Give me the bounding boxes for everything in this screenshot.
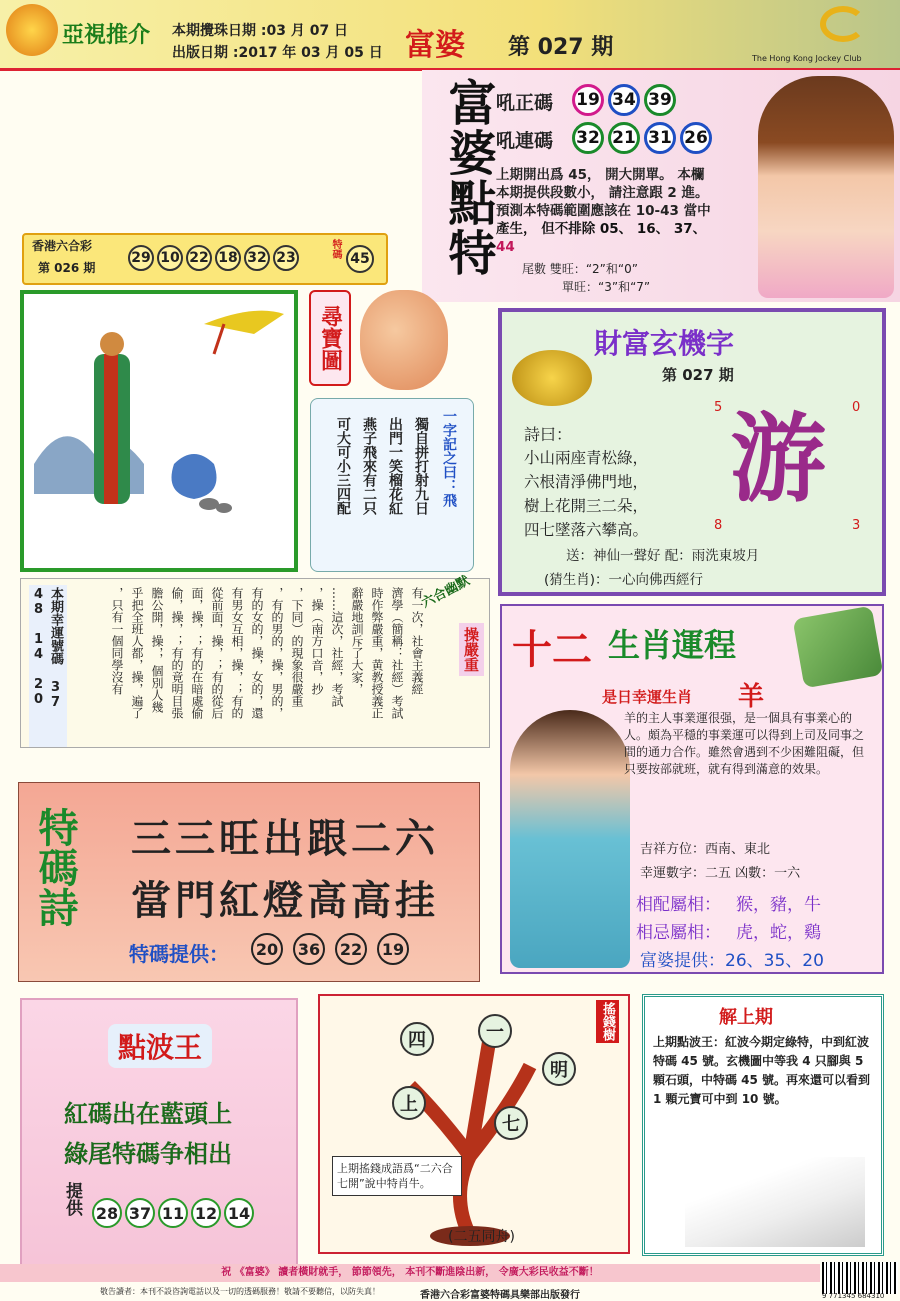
prev-numbers: [128, 245, 299, 271]
wave-line-2: 綠尾特碼争相出: [64, 1140, 232, 1168]
number-ball: 12: [191, 1198, 221, 1228]
cupid-icon: [360, 290, 448, 390]
humor-col: 膽公開，操，，個別人幾: [150, 587, 164, 713]
number-ball: 37: [125, 1198, 155, 1228]
row1-numbers: [572, 84, 676, 116]
humor-col: ，有的男的，操，男的，: [270, 587, 284, 719]
poem-numbers: [251, 933, 409, 965]
special-desc: [496, 166, 711, 256]
number-ball: 10: [157, 245, 183, 271]
number-ball: 19: [572, 84, 604, 116]
woman-photo: [758, 76, 894, 298]
number-ball: 23: [273, 245, 299, 271]
row1-label: 吼正碼: [496, 92, 554, 114]
desc-line: 上期開出爲 45， 開大開單。 本欄: [496, 167, 705, 183]
barcode-icon: [822, 1262, 898, 1294]
fortune-title: 財富玄機字: [594, 327, 735, 360]
header-bar: [0, 0, 900, 71]
lucky-numbers: 本期幸運號碼 37 48 14 20: [29, 585, 67, 747]
footer-notice: 敬告讀者：本刊不設咨詢電話以及一切的透碼服務！敬請不要聽信，以防失真！: [100, 1287, 380, 1296]
solve-text: 上期點波王：紅波今期定綠特，中到紅波特碼 45 號。玄機圖中等我 4 只腳與 5 顆石頭，中特碼 45 號。再來還可以看到 1 顆元寶可中到 10 號。: [653, 1035, 871, 1106]
tree-panel: [318, 994, 630, 1254]
number-ball: 14: [224, 1198, 254, 1228]
number-ball: 36: [293, 933, 325, 965]
zodiac-panel: [500, 604, 884, 974]
footer-publisher: 香港六合彩富婆特碼具樂部出版發行: [420, 1290, 580, 1301]
humor-col: 有的女的，操，女的，還: [250, 587, 264, 719]
number-ball: 19: [377, 933, 409, 965]
zodiac-title-b: 生肖運程: [608, 626, 737, 664]
pub-date: 出版日期 :2017 年 03 月 05 日: [172, 45, 383, 61]
solve-title: 解上期: [719, 1007, 773, 1028]
zodiac-desc: 羊的主人事業運很强，是一個具有事業心的人。頗為平穩的事業運可以得到上司及同事之間的通力合作。雖然會遇到不少困難阻礙，但只要按部就班，就有得到滿意的效果。: [624, 711, 865, 776]
poem-line: 六根清淨佛門地，: [524, 473, 649, 491]
treasure-title: 尋寶圖: [309, 290, 351, 386]
tree-note: 上期搖錢成語爲“二六合七開”說中特肖牛。: [332, 1156, 462, 1196]
humor-col: 面，操，；有的在暗處偷: [190, 587, 204, 719]
poem-line: 樹上花開三二朵，: [524, 497, 649, 515]
corner-num: 0: [852, 400, 861, 415]
poem-line: 小山兩座青松綠，: [524, 449, 649, 467]
funny-sub: 操嚴重: [459, 623, 484, 676]
tail-line-2: 單旺：“3”和“7”: [562, 280, 651, 294]
wave-line-1: 紅碼出在藍頭上: [64, 1100, 232, 1128]
header-title: 富婆: [405, 28, 465, 63]
corner-num: 8: [714, 518, 723, 533]
row2-numbers: [572, 122, 712, 154]
humor-col: 偷，操，；有的竟明目張: [170, 587, 184, 719]
solve-panel: [642, 994, 884, 1256]
wave-panel: [20, 998, 298, 1266]
footer-banner: 祝 《富婆》 讀者橫財就手， 節節領先， 本刊不斷進陰出新， 令廣大彩民收益不斷！: [0, 1264, 820, 1282]
zodiac-direction: 吉祥方位：西南、東北: [640, 842, 771, 857]
golf-drawing: [685, 1157, 865, 1247]
funny-title: 六合幽默: [419, 573, 473, 612]
tree-drawing: [320, 996, 628, 1252]
tree-char: 一: [478, 1014, 512, 1048]
special-vertical-title: 富婆點特: [440, 78, 496, 278]
fortune-guess: (猜生肖)：一心向佛西經行: [544, 572, 704, 588]
humor-col: ……這次，社經，考試: [330, 587, 344, 707]
treasure-picture: [20, 290, 298, 572]
today-zodiac: 羊: [738, 682, 765, 712]
poem-provide: 特碼提供：: [129, 942, 229, 966]
match-label: 相配屬相：: [636, 895, 721, 915]
desc-line: 44: [496, 239, 515, 255]
poem-label: 特碼詩: [32, 807, 79, 927]
draw-date: 本期攪珠日期 :03 月 07 日: [172, 23, 349, 39]
row2-label: 吼連碼: [496, 130, 554, 152]
tree-char: 明: [542, 1052, 576, 1086]
lucky-panel: [20, 573, 490, 748]
corner-num: 5: [714, 400, 723, 415]
humor-col: ，操（南方口音，抄: [310, 587, 324, 695]
humor-col: ，下同）的現象很嚴重: [290, 587, 304, 707]
coins-icon: [512, 350, 592, 406]
humor-columns: [67, 587, 427, 743]
money-hand-icon: [793, 606, 884, 689]
fortune-panel: [498, 308, 886, 596]
wave-provide: 提供: [62, 1182, 82, 1216]
prev-result: [22, 233, 388, 285]
humor-col: 有男女互相，操，；有的: [230, 587, 244, 719]
wave-title: 點波王: [108, 1024, 212, 1068]
special-panel: [422, 70, 900, 302]
corner-num: 3: [852, 518, 861, 533]
scroll-line: 一字記之曰：飛: [441, 409, 457, 507]
humor-col: 從前面，操，；有的從后: [210, 587, 224, 719]
tree-char: 四: [400, 1022, 434, 1056]
logo-text: 亞視推介: [62, 23, 151, 48]
number-ball: 31: [644, 122, 676, 154]
number-ball: 20: [251, 933, 283, 965]
barcode-number: 9 771345 684310: [822, 1292, 885, 1300]
desc-line: 本期提供段數小， 請注意跟 2 進。: [496, 185, 709, 201]
avoid-label: 相忌屬相：: [636, 923, 721, 943]
humor-col: 時作弊嚴重，黄教授義正: [370, 587, 384, 719]
number-ball: 22: [186, 245, 212, 271]
zodiac-numbers: 幸運數字：二五 凶數：一六: [640, 866, 801, 881]
header-issue: 第 027 期: [508, 35, 614, 60]
number-ball: 28: [92, 1198, 122, 1228]
desc-line: 產生， 但不排除 05、 16、 37、: [496, 221, 707, 237]
number-ball-special: 45: [346, 245, 374, 273]
poem-panel: [18, 782, 480, 982]
jockey-text: The Hong Kong Jockey Club: [752, 54, 862, 63]
zodiac-woman-photo: [510, 710, 630, 968]
number-ball: 32: [572, 122, 604, 154]
scroll-line: 獨自拼打射九日: [413, 417, 429, 515]
fortune-issue: 第 027 期: [662, 366, 734, 384]
prev-special-label: 特碼: [330, 239, 341, 259]
humor-col: 乎把全班人都，操，遍了: [130, 587, 144, 719]
humor-col: 有一次，社會主義經: [410, 587, 424, 695]
scroll-line: 燕子飛來有二只: [361, 417, 377, 515]
poem-lines: [524, 446, 648, 542]
number-ball: 29: [128, 245, 154, 271]
poem-line-1: 三三旺出跟二六: [131, 815, 439, 862]
poem-line: 四七墜落六攀高。: [524, 521, 649, 539]
poem-title: 詩曰：: [524, 425, 573, 444]
humor-col: 辭嚴地訓斥了大家，: [350, 587, 364, 695]
number-ball: 21: [608, 122, 640, 154]
poem-line-2: 當門紅燈高高挂: [131, 877, 439, 924]
humor-col: ，只有一個同學沒有: [110, 587, 124, 695]
wave-numbers: [92, 1198, 254, 1228]
zodiac-title-a: 十二: [512, 627, 592, 673]
fortune-big-char: 游: [730, 403, 826, 515]
tree-bottom: (二五同舟): [448, 1229, 515, 1245]
prev-label: 香港六合彩: [32, 239, 93, 253]
prev-issue: 第 026 期: [38, 261, 96, 275]
treasure-drawing: [24, 294, 294, 568]
zodiac-provide: 富婆提供：26、35、20: [640, 951, 824, 971]
number-ball: 11: [158, 1198, 188, 1228]
logo-icon: [6, 4, 58, 56]
number-ball: 22: [335, 933, 367, 965]
match-values: 猴，豬，牛: [736, 895, 821, 915]
tree-char: 七: [494, 1106, 528, 1140]
number-ball: 32: [244, 245, 270, 271]
humor-col: 濟學（簡稱：社經）考試: [390, 587, 404, 719]
jockey-logo-icon: [820, 6, 866, 42]
number-ball: 26: [680, 122, 712, 154]
tree-char: 上: [392, 1086, 426, 1120]
scroll-line: 出門一笑榴花紅: [387, 417, 403, 515]
avoid-values: 虎，蛇，鷄: [736, 923, 821, 943]
number-ball: 34: [608, 84, 640, 116]
desc-line: 預測本特碼範圍應該在 10-43 當中: [496, 203, 711, 219]
number-ball: 18: [215, 245, 241, 271]
number-ball: 39: [644, 84, 676, 116]
treasure-scroll: [310, 398, 474, 572]
fortune-send: 送：神仙一聲好 配：雨洗東坡月: [566, 548, 760, 564]
tail-line-1: 尾數 雙旺：“2”和“0”: [522, 262, 638, 276]
scroll-line: 可大可小三四配: [335, 417, 351, 515]
tree-label: 搖錢樹: [596, 1000, 619, 1043]
today-label: 是日幸運生肖: [602, 688, 693, 706]
